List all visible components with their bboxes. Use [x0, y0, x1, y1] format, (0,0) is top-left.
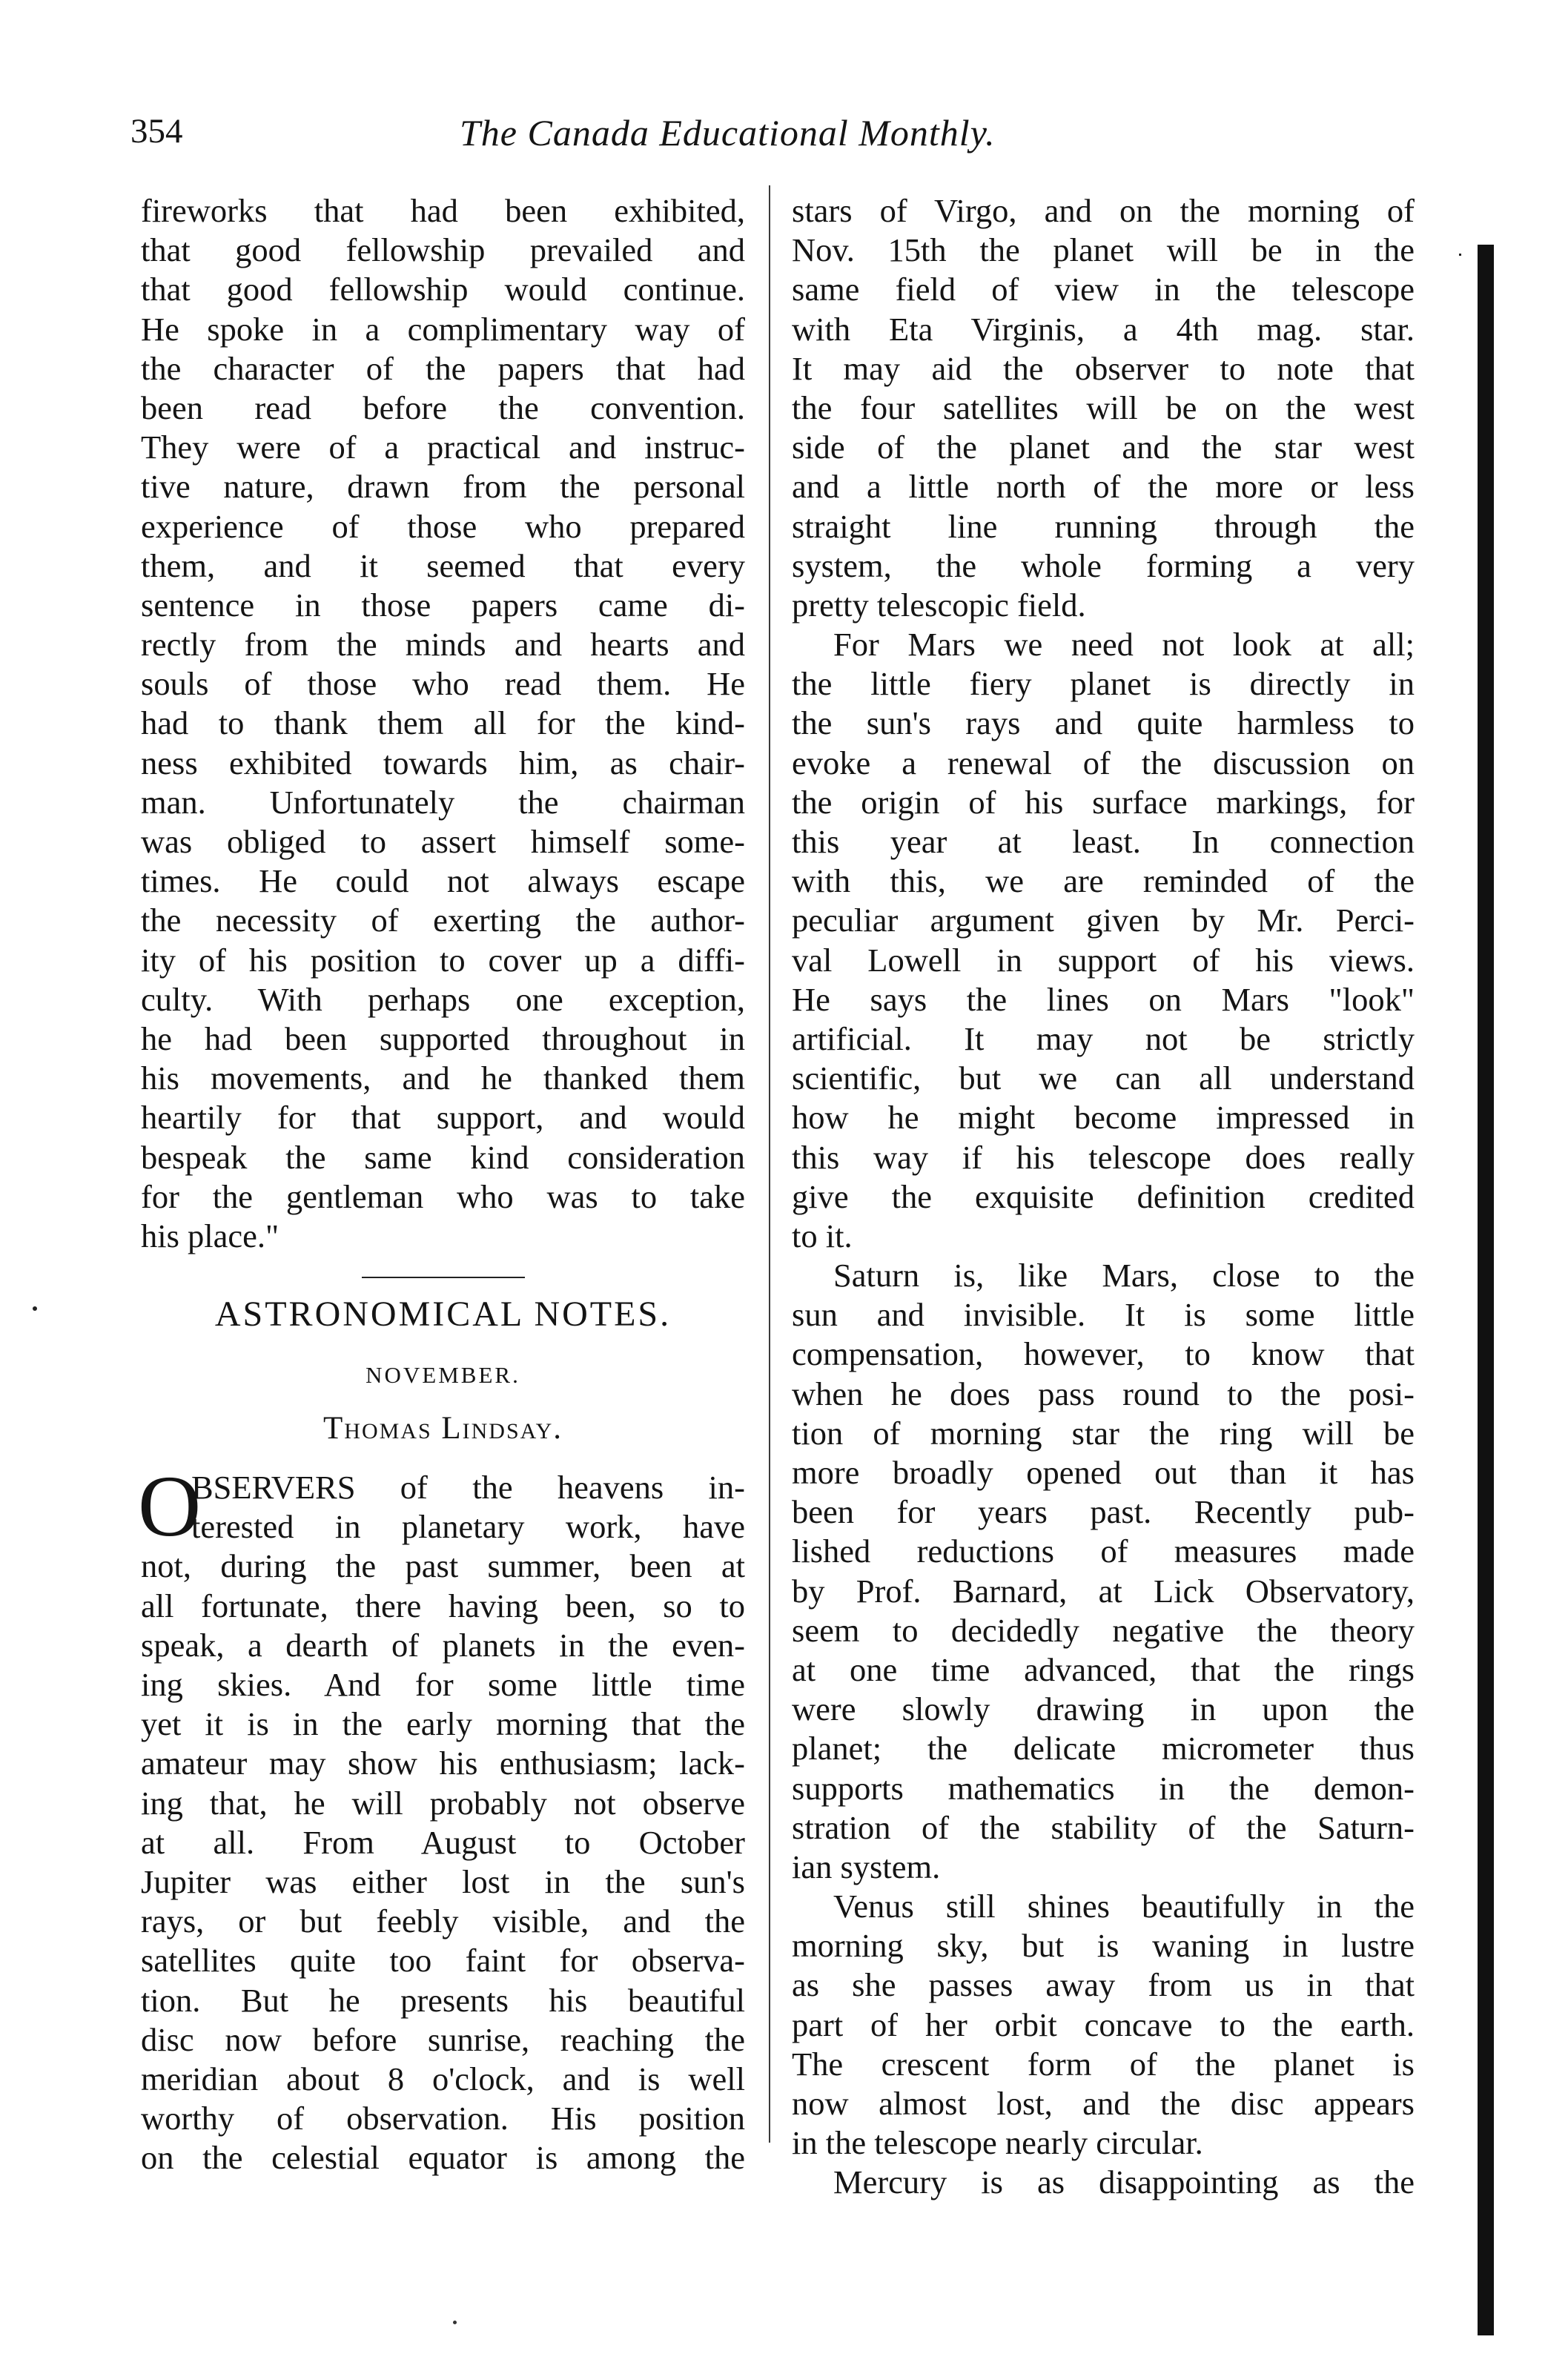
text-line: worthy of observation. His position	[141, 2100, 745, 2137]
text-line: with Eta Virginis, a 4th mag. star.	[792, 310, 1415, 348]
text-line: by Prof. Barnard, at Lick Observatory,	[792, 1572, 1415, 1610]
text-line: experience of those who prepared	[141, 507, 745, 545]
text-line: straight line running through the	[792, 507, 1415, 545]
text-line: that good fellowship prevailed and	[141, 231, 745, 269]
text-line: them, and it seemed that every	[141, 546, 745, 584]
text-line: He spoke in a complimentary way of	[141, 310, 745, 348]
text-line: lished reductions of measures made	[792, 1532, 1415, 1570]
article-paragraph	[792, 1887, 1415, 2163]
text-line: evoke a renewal of the discussion on	[792, 744, 1415, 781]
text-line: He says the lines on Mars "look"	[792, 980, 1415, 1018]
text-line: how he might become impressed in	[792, 1099, 1415, 1137]
section-subheading: NOVEMBER.	[365, 1362, 520, 1389]
text-line: supports mathematics in the demon-	[792, 1769, 1415, 1807]
text-line: now almost lost, and the disc appears	[792, 2085, 1415, 2122]
text-line: culty. With perhaps one exception,	[141, 980, 745, 1018]
text-line: to it.	[792, 1217, 853, 1254]
text-line: he had been supported throughout in	[141, 1019, 745, 1057]
text-line: and a little north of the more or less	[792, 468, 1415, 506]
text-line: the character of the papers that had	[141, 349, 745, 387]
text-line: Nov. 15th the planet will be in the	[792, 231, 1415, 269]
text-line: had to thank them all for the kind-	[141, 704, 745, 742]
text-line: They were of a practical and instruc-	[141, 429, 745, 466]
text-line: sun and invisible. It is some little	[792, 1296, 1415, 1334]
article-lines	[141, 1468, 745, 2177]
text-line: It may aid the observer to note that	[792, 349, 1415, 387]
text-line: planet; the delicate micrometer thus	[792, 1730, 1415, 1767]
text-line: artificial. It may not be strictly	[792, 1019, 1415, 1057]
text-line: tive nature, drawn from the personal	[141, 468, 745, 506]
text-line: man. Unfortunately the chairman	[141, 783, 745, 821]
text-line: The crescent form of the planet is	[792, 2045, 1415, 2083]
scan-edge-shadow	[1478, 245, 1494, 2335]
text-line: at one time advanced, that the rings	[792, 1650, 1415, 1688]
text-line: sentence in those papers came di-	[141, 586, 745, 624]
section-heading: ASTRONOMICAL NOTES.	[214, 1294, 672, 1335]
text-line: all fortunate, there having been, so to	[141, 1587, 745, 1624]
article-paragraph	[792, 1256, 1415, 1887]
text-line: ness exhibited towards him, as chair-	[141, 744, 745, 781]
text-line: when he does pass round to the posi-	[792, 1375, 1415, 1412]
running-title: The Canada Educational Monthly.	[460, 112, 996, 153]
text-line: his place."	[141, 1217, 279, 1254]
text-line: tion. But he presents his beautiful	[141, 1981, 745, 2019]
section-author: Thomas Lindsay.	[323, 1411, 563, 1446]
text-line: yet it is in the early morning that the	[141, 1705, 745, 1743]
text-line: side of the planet and the star west	[792, 429, 1415, 466]
text-line: speak, a dearth of planets in the even-	[141, 1626, 745, 1664]
text-line: this year at least. In connection	[792, 823, 1415, 860]
text-line: his movements, and he thanked them	[141, 1059, 745, 1097]
text-line: scientific, but we can all understand	[792, 1059, 1415, 1097]
text-line: been for years past. Recently pub-	[792, 1493, 1415, 1531]
text-line: the necessity of exerting the author-	[141, 902, 745, 939]
margin-mark	[1459, 254, 1461, 256]
text-line: Jupiter was either lost in the sun's	[141, 1862, 745, 1900]
text-line: disc now before sunrise, reaching the	[141, 2020, 745, 2058]
article-paragraph	[792, 625, 1415, 1256]
text-line: stars of Virgo, and on the morning of	[792, 192, 1415, 229]
right-column	[792, 191, 1415, 2203]
text-line: Venus still shines beautifully in the	[833, 1888, 1415, 1925]
text-line: Saturn is, like Mars, close to the	[833, 1257, 1415, 1294]
text-line: For Mars we need not look at all;	[833, 626, 1415, 664]
text-line: rectly from the minds and hearts and	[141, 626, 745, 664]
text-line: meridian about 8 o'clock, and is well	[141, 2060, 745, 2097]
text-line: souls of those who read them. He	[141, 665, 745, 703]
text-line: times. He could not always escape	[141, 862, 745, 900]
column-divider	[769, 185, 770, 2143]
text-line: amateur may show his enthusiasm; lack-	[141, 1745, 745, 1782]
article-paragraph	[792, 191, 1415, 625]
text-line: on the celestial equator is among the	[141, 2139, 745, 2177]
text-line: at all. From August to October	[141, 1823, 745, 1861]
text-line: compensation, however, to know that	[792, 1335, 1415, 1373]
text-line: the origin of his surface markings, for	[792, 783, 1415, 821]
text-line: seem to decidedly negative the theory	[792, 1611, 1415, 1649]
text-line: BSERVERS of the heavens in-	[191, 1469, 745, 1507]
text-line: pretty telescopic field.	[792, 586, 1086, 624]
text-line: ing skies. And for some little time	[141, 1666, 745, 1703]
text-line: morning sky, but is waning in lustre	[792, 1927, 1415, 1965]
text-line: this way if his telescope does really	[792, 1138, 1415, 1176]
text-line: part of her orbit concave to the earth.	[792, 2005, 1415, 2043]
text-line: were slowly drawing in upon the	[792, 1690, 1415, 1728]
text-line: peculiar argument given by Mr. Perci-	[792, 902, 1415, 939]
section-rule	[362, 1277, 525, 1278]
text-line: the little fiery planet is directly in	[792, 665, 1415, 703]
text-line: terested in planetary work, have	[191, 1508, 745, 1546]
text-line: with this, we are reminded of the	[792, 862, 1415, 900]
article-paragraph	[792, 2163, 1415, 2202]
text-line: rays, or but feebly visible, and the	[141, 1902, 745, 1940]
text-line: satellites quite too faint for observa-	[141, 1942, 745, 1980]
text-line: more broadly opened out than it has	[792, 1454, 1415, 1491]
text-line: Mercury is as disappointing as the	[833, 2163, 1415, 2201]
text-line: fireworks that had been exhibited,	[141, 192, 745, 229]
text-line: stration of the stability of the Saturn-	[792, 1808, 1415, 1846]
text-line: ian system.	[792, 1848, 941, 1885]
text-line: system, the whole forming a very	[792, 546, 1415, 584]
text-line: val Lowell in support of his views.	[792, 941, 1415, 979]
text-line: for the gentleman who was to take	[141, 1177, 745, 1215]
margin-mark	[453, 2321, 457, 2324]
left-column	[138, 191, 745, 2177]
text-line: that good fellowship would continue.	[141, 271, 745, 308]
text-line: the four satellites will be on the west	[792, 388, 1415, 426]
text-line: heartily for that support, and would	[141, 1099, 745, 1137]
text-line: ity of his position to cover up a diffi-	[141, 941, 745, 979]
text-line: in the telescope nearly circular.	[792, 2124, 1203, 2162]
text-line: tion of morning star the ring will be	[792, 1414, 1415, 1452]
text-line: as she passes away from us in that	[792, 1966, 1415, 2004]
article-paragraph	[138, 1458, 745, 2177]
text-line: not, during the past summer, been at	[141, 1547, 745, 1585]
drop-cap: O	[138, 1458, 202, 1555]
continuation-paragraph	[141, 191, 745, 1256]
margin-mark	[33, 1306, 37, 1311]
text-line: been read before the convention.	[141, 388, 745, 426]
text-line: give the exquisite definition credited	[792, 1177, 1415, 1215]
text-line: bespeak the same kind consideration	[141, 1138, 745, 1176]
text-line: was obliged to assert himself some-	[141, 823, 745, 860]
text-line: ing that, he will probably not observe	[141, 1784, 745, 1822]
text-line: the sun's rays and quite harmless to	[792, 704, 1415, 742]
page-number: 354	[130, 112, 183, 151]
text-line: same field of view in the telescope	[792, 271, 1415, 308]
